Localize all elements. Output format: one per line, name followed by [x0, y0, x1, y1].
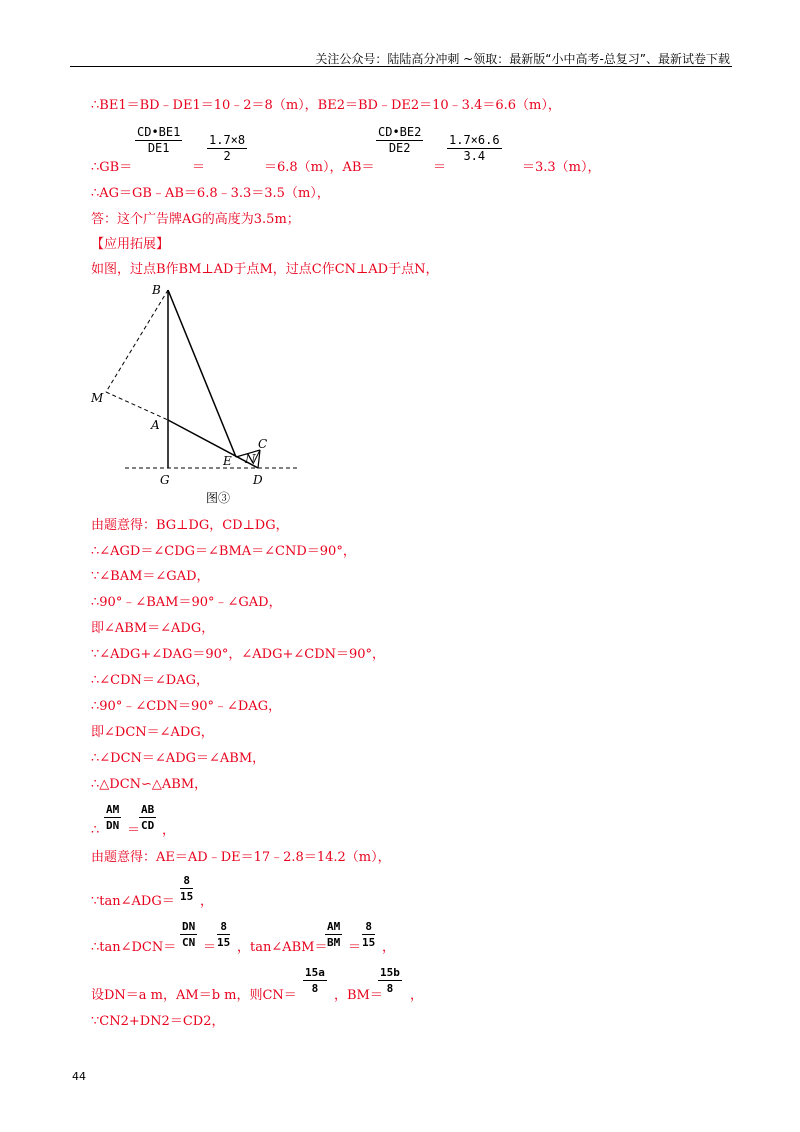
text-line: ，: [162, 823, 176, 838]
text-line: ∵∠ADG+∠DAG＝90°，∠ADG+∠CDN＝90°，: [91, 647, 386, 662]
label-b: B: [152, 283, 161, 297]
text-line: ∴tan∠DCN＝: [91, 940, 177, 955]
text-line: ＝: [433, 160, 447, 175]
text-line: ，tan∠ABM＝: [237, 940, 328, 955]
fraction: $\frac{8}{15}$: [217, 920, 231, 949]
text-line: 由题意得：AE＝AD﹣DE＝17﹣2.8＝14.2（m），: [91, 850, 391, 865]
fraction: $\frac{CD•BE1}{DE1}$: [137, 125, 181, 155]
text-line: ∴∠AGD＝∠CDG＝∠BMA＝∠CND＝90°，: [91, 544, 356, 559]
text-line: ∵CN2+DN2＝CD2，: [91, 1014, 225, 1029]
text-line: 答：这个广告牌AG的高度为3.5m；: [91, 212, 300, 227]
text-line: ∴: [91, 823, 100, 838]
text-line: ∴∠CDN＝∠DAG，: [91, 673, 209, 688]
section-heading: 【应用拓展】: [91, 237, 170, 252]
label-g: G: [160, 473, 170, 487]
text-line: ＝: [203, 940, 217, 955]
label-a: A: [151, 418, 160, 432]
text-line: ∴AG＝GB﹣AB＝6.8﹣3.3＝3.5（m），: [91, 186, 330, 201]
fraction: $\frac{8}{15}$: [180, 874, 194, 903]
line-ma: [106, 392, 168, 420]
page-header: 关注公众号：陆陆高分冲刺 ~领取：最新版“小中高考-总复习”、最新试卷下载: [315, 52, 730, 66]
text-line: ＝: [348, 940, 362, 955]
text-line: ∵tan∠ADG＝: [91, 894, 175, 909]
text-line: ，: [410, 988, 424, 1003]
text-line: ∴BE1＝BD﹣DE1＝10﹣2＝8（m），BE2＝BD﹣DE2＝10﹣3.4＝6.6（m），: [91, 98, 561, 113]
fraction: $\frac{15a}{8}$: [305, 966, 325, 995]
fraction: $\frac{1.7\times 6.6}{3.4}$: [449, 133, 500, 163]
fraction: $\frac{AB}{CD}$: [141, 803, 155, 832]
text-line: 设DN＝a m，AM＝b m，则CN＝: [91, 988, 297, 1003]
label-e: E: [223, 454, 232, 468]
geometry-figure: [80, 280, 320, 510]
text-line: ＝: [127, 823, 141, 838]
fraction: $\frac{AM}{BM}$: [327, 920, 341, 949]
line-bm: [106, 290, 168, 392]
text-line: ，BM＝: [334, 988, 383, 1003]
header-rule: [70, 66, 732, 67]
text-line: ∵∠BAM＝∠GAD，: [91, 569, 210, 584]
text-line: ＝3.3（m），: [522, 160, 601, 175]
fraction: $\frac{CD•BE2}{DE2}$: [378, 125, 422, 155]
text-line: ∴GB＝: [91, 160, 133, 175]
text-line: ＝6.8（m），AB＝: [264, 160, 375, 175]
text-line: ∴∠DCN＝∠ADG＝∠ABM，: [91, 751, 266, 766]
figure-caption: 图③: [206, 491, 231, 505]
text-line: ，: [200, 894, 214, 909]
fraction: $\frac{AM}{DN}$: [106, 803, 120, 832]
text-line: 即∠DCN＝∠ADG，: [91, 725, 214, 740]
line-be: [168, 290, 236, 457]
page-number: 44: [72, 1070, 86, 1083]
label-m: M: [91, 391, 104, 405]
label-c: C: [258, 437, 268, 451]
label-d: D: [253, 473, 263, 487]
fraction: $\frac{8}{15}$: [362, 920, 376, 949]
text-line: ∴△DCN∽△ABM，: [91, 777, 208, 792]
fraction: $\frac{DN}{CN}$: [182, 920, 196, 949]
text-line: ＝: [192, 160, 206, 175]
text-line: ，: [382, 940, 396, 955]
text-line: 如图，过点B作BM⊥AD于点M，过点C作CN⊥AD于点N，: [91, 262, 439, 277]
text-line: ∴90°﹣∠BAM＝90°﹣∠GAD，: [91, 595, 282, 610]
label-n: N: [245, 452, 256, 466]
fraction: $\frac{1.7\times 8}{2}$: [209, 133, 246, 163]
text-line: ∴90°﹣∠CDN＝90°﹣∠DAG，: [91, 699, 282, 714]
fraction: $\frac{15b}{8}$: [380, 966, 400, 995]
text-line: 即∠ABM＝∠ADG，: [91, 621, 215, 636]
text-line: 由题意得：BG⊥DG，CD⊥DG，: [91, 518, 289, 533]
